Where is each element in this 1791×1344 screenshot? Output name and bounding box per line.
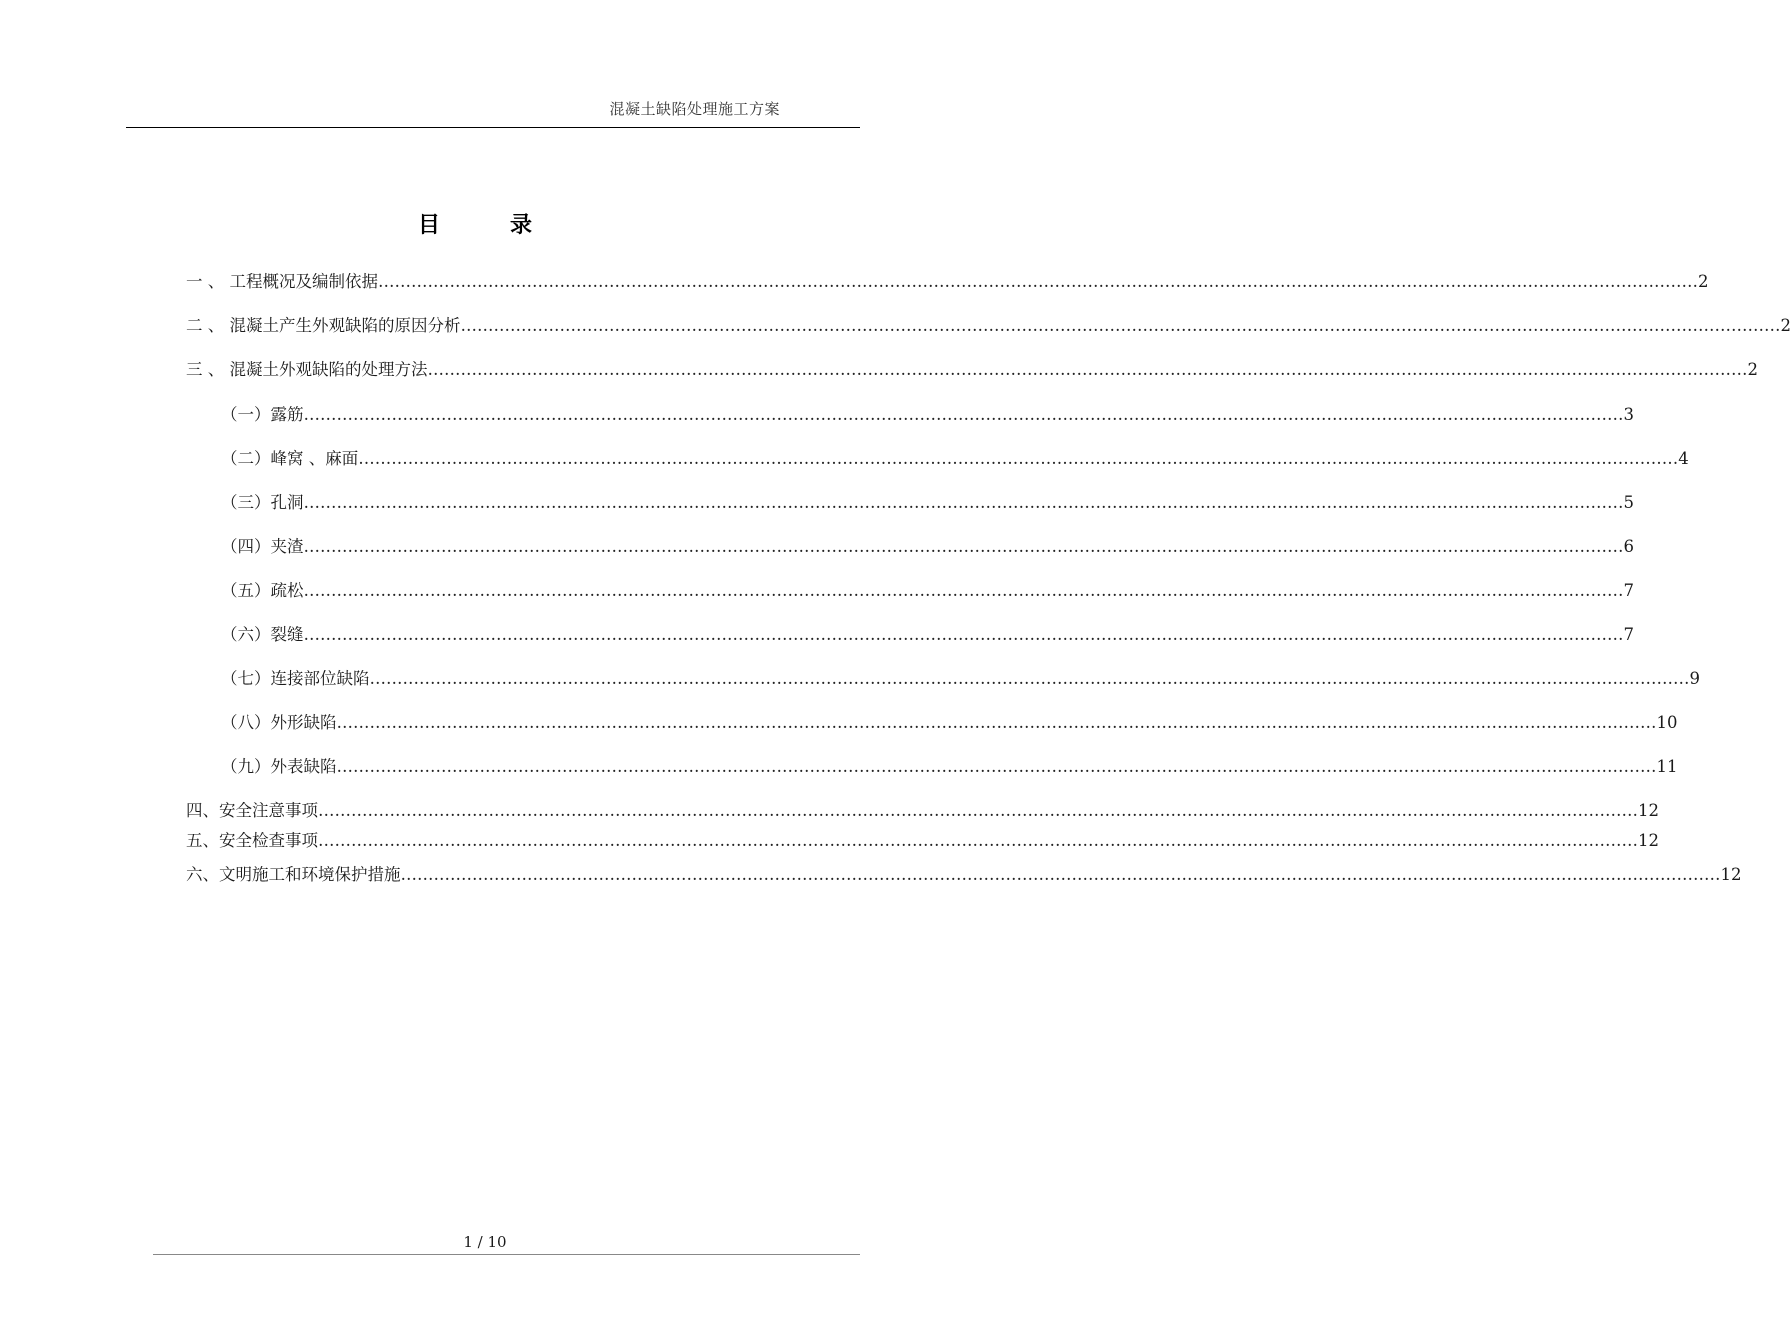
toc-leader-dots: …………………………………………………………………………………………………………………………………………………………………………………………………………………… [400,865,1721,884]
toc-leader-dots: …………………………………………………………………………………………………………………………………………………………………………………………………………………… [318,831,1638,850]
toc-leader-dots: …………………………………………………………………………………………………………………………………………………………………………………………………………………… [460,316,1781,335]
toc-leader-dots: …………………………………………………………………………………………………………………………………………………………………………………………………………………… [336,757,1657,776]
toc-entry[interactable] [221,491,1634,515]
toc-leader-dots: …………………………………………………………………………………………………………………………………………………………………………………………………………………… [378,272,1698,291]
toc-entry-page: 7 [1623,581,1634,600]
toc-entry-label: （二）峰窝 、麻面 [221,449,359,468]
toc-entry[interactable] [186,358,1758,382]
toc-entry-page: 2 [1747,360,1758,379]
toc-entry[interactable] [221,623,1634,647]
toc-title [0,208,950,239]
toc-entry-label: （八）外形缺陷 [221,713,337,732]
toc-entry[interactable] [186,270,1709,294]
toc-entry[interactable] [221,667,1700,691]
toc-entry-page: 10 [1656,713,1678,732]
toc-entry-label: 六、文明施工和环境保护措施 [186,865,401,884]
toc-entry-label: 五、安全检查事项 [186,831,318,850]
header-rule [126,127,860,128]
toc-entry[interactable] [221,535,1634,559]
toc-entry[interactable] [221,579,1634,603]
toc-entry-page: 3 [1623,405,1634,424]
toc-leader-dots: …………………………………………………………………………………………………………………………………………………………………………………………………………………… [318,801,1638,820]
toc-title-char-2: 录 [510,212,533,238]
toc-leader-dots: …………………………………………………………………………………………………………………………………………………………………………………………………………………… [358,449,1679,468]
toc-entry[interactable] [186,863,1742,887]
toc-entry-label: （九）外表缺陷 [221,757,337,776]
toc-entry-page: 6 [1623,537,1634,556]
toc-title-char-1: 目 [417,212,440,238]
toc-leader-dots: …………………………………………………………………………………………………………………………………………………………………………………………………………………… [303,581,1624,600]
footer-rule [153,1254,860,1255]
toc-entry-label: 三 、 混凝土外观缺陷的处理方法 [186,360,428,379]
toc-leader-dots: …………………………………………………………………………………………………………………………………………………………………………………………………………………… [303,493,1624,512]
toc-leader-dots: …………………………………………………………………………………………………………………………………………………………………………………………………………………… [303,625,1624,644]
toc-entry-label: （七）连接部位缺陷 [221,669,370,688]
toc-leader-dots: …………………………………………………………………………………………………………………………………………………………………………………………………………………… [369,669,1690,688]
toc-entry-label: （五）疏松 [221,581,304,600]
footer-page-indicator: 1 / 10 [463,1233,507,1251]
toc-entry[interactable] [186,829,1659,853]
toc-entry-page: 2 [1698,272,1709,291]
toc-entry-label: （四）夹渣 [221,537,304,556]
toc-entry-page: 4 [1678,449,1689,468]
toc-leader-dots: …………………………………………………………………………………………………………………………………………………………………………………………………………………… [427,360,1748,379]
toc-entry-label: 四、安全注意事项 [186,801,318,820]
toc-entry-page: 5 [1623,493,1634,512]
toc-entry-page: 12 [1720,865,1742,884]
toc-entry-page: 11 [1656,757,1678,776]
toc-entry[interactable] [186,314,1791,338]
toc-entry[interactable] [221,755,1678,779]
toc-entry-label: 二 、 混凝土产生外观缺陷的原因分析 [186,316,461,335]
toc-entry-label: 一 、 工程概况及编制依据 [186,272,378,291]
toc-entry-page: 12 [1638,801,1659,820]
toc-entry-label: （六）裂缝 [221,625,304,644]
toc-entry-page: 12 [1638,831,1659,850]
header-title: 混凝土缺陷处理施工方案 [609,100,780,118]
toc-leader-dots: …………………………………………………………………………………………………………………………………………………………………………………………………………………… [303,537,1624,556]
toc-entry-label: （一）露筋 [221,405,304,424]
toc-entry[interactable] [186,799,1659,823]
toc-entry[interactable] [221,403,1634,427]
toc-leader-dots: …………………………………………………………………………………………………………………………………………………………………………………………………………………… [303,405,1624,424]
toc-entry-page: 7 [1623,625,1634,644]
toc-entry[interactable] [221,447,1689,471]
toc-entry-page: 9 [1689,669,1700,688]
toc-entry[interactable] [221,711,1678,735]
toc-entry-page: 2 [1780,316,1791,335]
toc-leader-dots: …………………………………………………………………………………………………………………………………………………………………………………………………………………… [336,713,1657,732]
toc-entry-label: （三）孔洞 [221,493,304,512]
